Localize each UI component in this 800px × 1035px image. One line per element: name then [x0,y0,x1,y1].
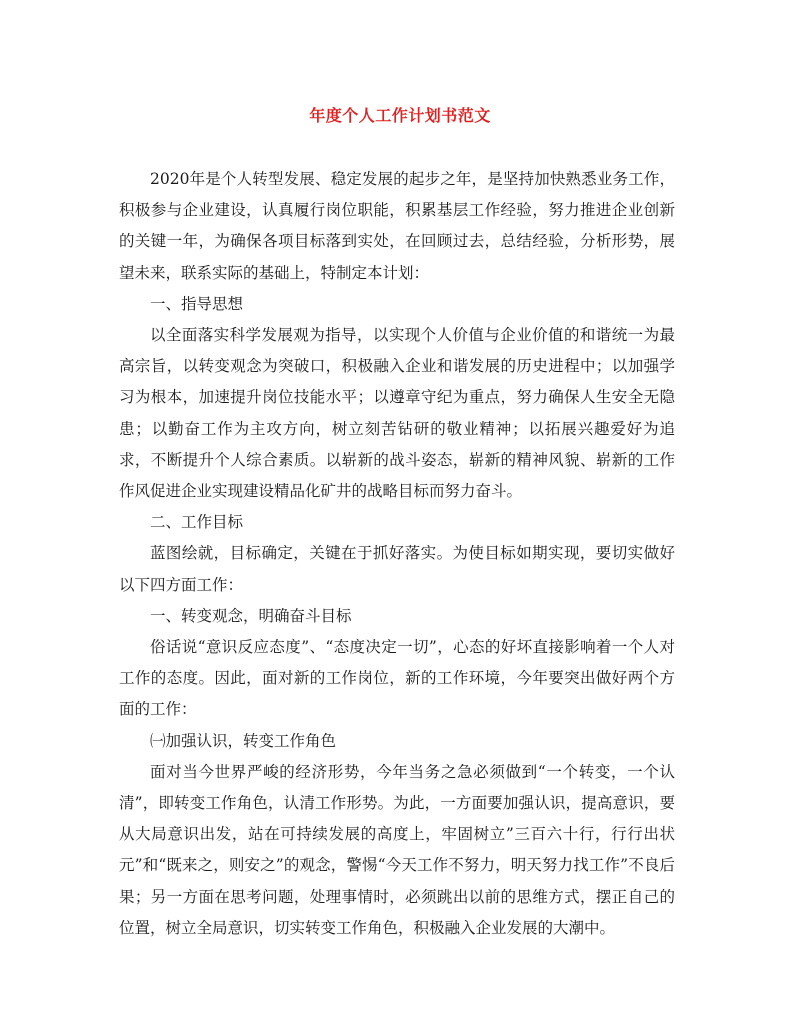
paragraph-strengthen-awareness: 面对当今世界严峻的经济形势，今年当务之急必须做到“一个转变，一个认清”，即转变工作角色，认清工作形势。为此，一方面要加强认识，提高意识，要从大局意识出发，站在可持续发展的高度上，牢固树立”三百六十行，行行出状元”和“既来之，则安之”的观念，警惕“今天工作不努力，明天努力找工作”不良后果；另一方面在思考问题，处理事情时，必须跳出以前的思维方式，摆正自己的位置，树立全局意识，切实转变工作角色，积极融入企业发展的大潮中。 [119,762,675,937]
paragraph-guiding-ideology: 以全面落实科学发展观为指导，以实现个人价值与企业价值的和谐统一为最高宗旨，以转变观念为突破口，积极融入企业和谐发展的历史进程中；以加强学习为根本，加速提升岗位技能水平；以遵章守纪为重点，努力确保人生安全无隐患；以勤奋工作为主攻方向，树立刻苦钻研的敬业精神；以拓展兴趣爱好为追求，不断提升个人综合素质。以崭新的战斗姿态，崭新的精神风貌、崭新的工作作风促进企业实现建设精品化矿井的战略目标而努力奋斗。 [119,326,675,501]
document-body [119,164,675,944]
heading-work-goals: 二、工作目标 [150,513,244,532]
paragraph-intro: 2020年是个人转型发展、稳定发展的起步之年，是坚持加快熟悉业务工作，积极参与企业建设，认真履行岗位职能，积累基层工作经验，努力推进企业创新的关键一年，为确保各项目标落到实处，在回顾过去，总结经验，分析形势，展望未来，联系实际的基础上，特制定本计划： [119,170,675,282]
paragraph-change-concept: 俗话说“意识反应态度”、“态度决定一切”，心态的好坏直接影响着一个人对工作的态度。因此，面对新的工作岗位，新的工作环境，今年要突出做好两个方面的工作： [119,638,675,719]
heading-change-concept: 一、转变观念，明确奋斗目标 [150,606,352,625]
heading-guiding-ideology: 一、指导思想 [150,294,244,313]
paragraph-work-goals: 蓝图绘就，目标确定，关键在于抓好落实。为使目标如期实现，要切实做好以下四方面工作： [119,544,675,594]
subheading-strengthen-awareness: ㈠加强认识，转变工作角色 [150,731,337,750]
document-title: 年度个人工作计划书范文 [309,106,491,125]
